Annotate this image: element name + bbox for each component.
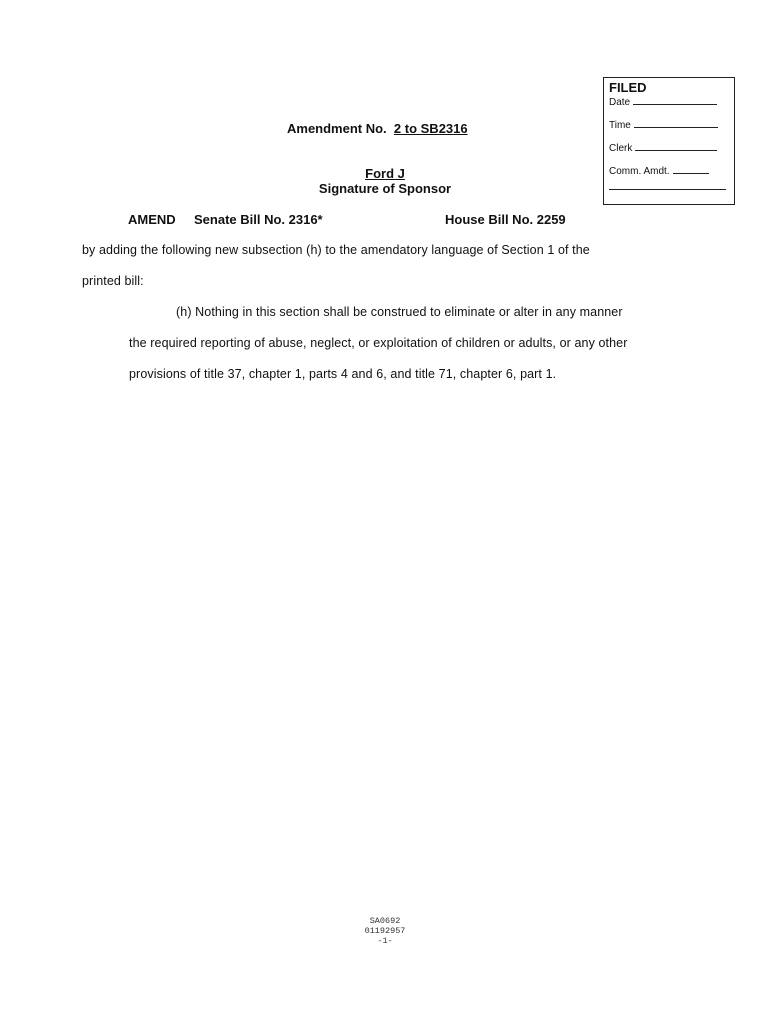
sponsor-label: Signature of Sponsor (318, 181, 452, 196)
filed-comm-amdt-row (609, 165, 730, 177)
sponsor-block (290, 166, 480, 196)
filed-clerk-row (609, 142, 730, 154)
filed-comm-amdt-label: Comm. Amdt. (609, 166, 670, 177)
amendment-prefix: Amendment No. (287, 121, 387, 136)
filed-comm-amdt-line (673, 165, 709, 174)
amendment-title (287, 121, 468, 136)
house-bill: House Bill No. 2259 (445, 212, 566, 227)
filed-time-line (634, 119, 718, 128)
filed-clerk-label: Clerk (609, 143, 633, 154)
filed-stamp-box (603, 77, 735, 205)
page-footer (335, 916, 435, 946)
amendment-number: 2 to SB2316 (393, 121, 468, 136)
footer-number: 01192957 (364, 926, 406, 936)
body-line-3: (h) Nothing in this section shall be construed to eliminate or alter in any manner (176, 305, 623, 319)
filed-date-row (609, 96, 730, 108)
body-line-5: provisions of title 37, chapter 1, parts 4 and 6, and title 71, chapter 6, part 1. (129, 367, 557, 381)
sponsor-name: Ford J (365, 166, 405, 181)
filed-blank-line (609, 189, 726, 190)
body-line-1: by adding the following new subsection (h) to the amendatory language of Section 1 of the (82, 243, 590, 257)
body-line-2: printed bill: (82, 274, 144, 288)
filed-time-row (609, 119, 730, 131)
body-line-4: the required reporting of abuse, neglect, or exploitation of children or adults, or any other (129, 336, 628, 350)
filed-date-line (633, 96, 717, 105)
senate-bill: Senate Bill No. 2316* (194, 212, 323, 227)
amend-label: AMEND (128, 212, 176, 227)
filed-time-label: Time (609, 120, 631, 131)
filed-date-label: Date (609, 97, 631, 108)
filed-clerk-line (635, 142, 717, 151)
footer-code: SA0692 (369, 916, 401, 926)
filed-title: FILED (609, 80, 647, 95)
page-number: -1- (377, 936, 393, 946)
